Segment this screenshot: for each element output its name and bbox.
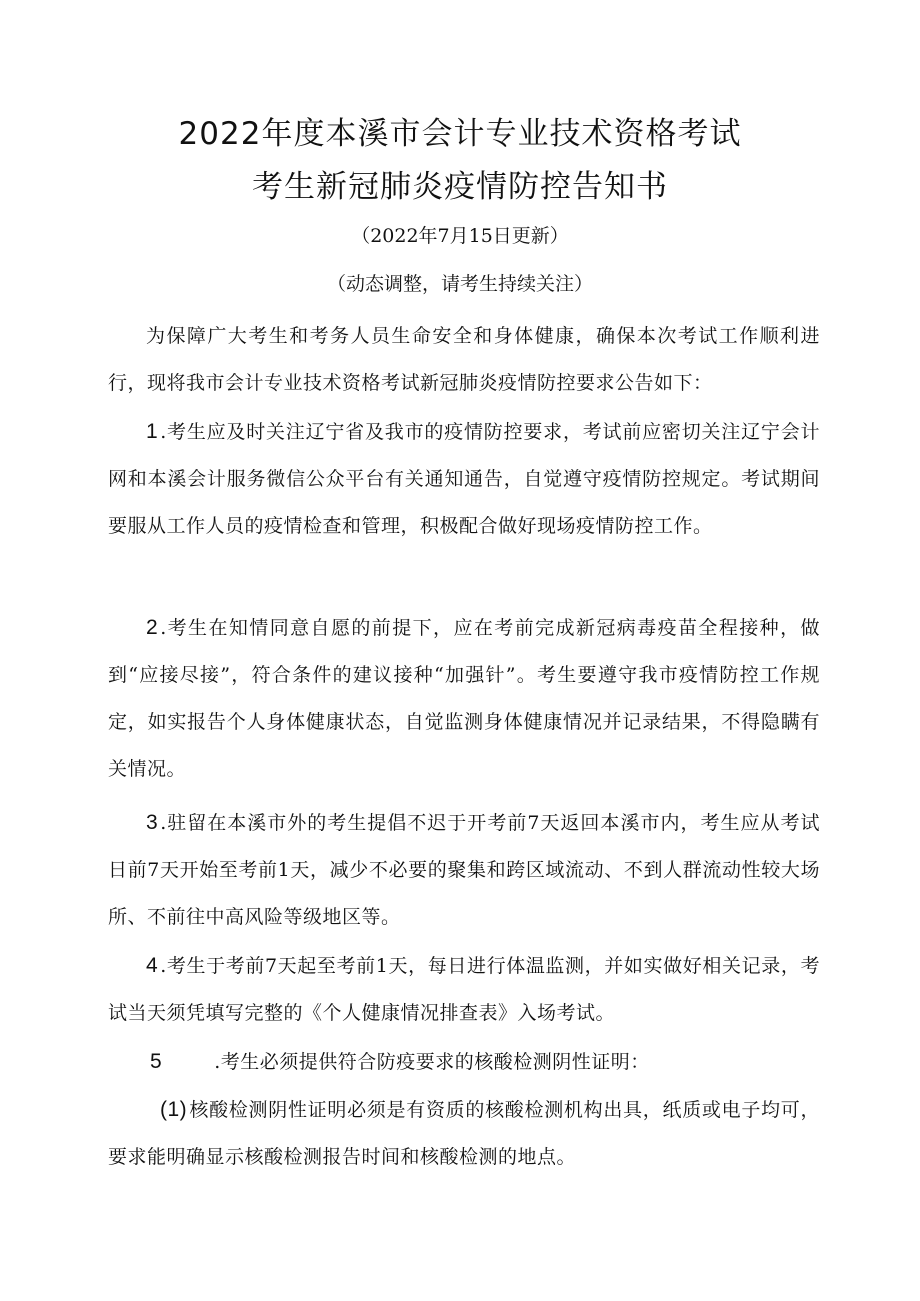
item-number: 1 <box>146 420 159 443</box>
sub-item-text: 核酸检测阴性证明必须是有资质的核酸检测机构出具，纸质或电子均可，要求能明确显示核酸检测报告时间和核酸检测的地点。 <box>108 1099 820 1168</box>
intro-paragraph: 为保障广大考生和考务人员生命安全和身体健康，确保本次考试工作顺利进行，现将我市会计专业技术资格考试新冠肺炎疫情防控要求公告如下： <box>108 325 820 394</box>
item-2-paragraph <box>108 604 820 793</box>
sub-item-1-paragraph <box>108 1086 820 1181</box>
item-text: .考生应及时关注辽宁省及我市的疫情防控要求，考试前应密切关注辽宁会计网和本溪会计服务微信公众平台有关通知通告，自觉遵守疫情防控规定。考试期间要服从工作人员的疫情检查和管理，积极配合做好现场疫情防控工作。 <box>108 421 820 537</box>
item-text: .驻留在本溪市外的考生提倡不迟于开考前7天返回本溪市内，考生应从考试日前7天开始至考前1天，减少不必要的聚集和跨区域流动、不到人群流动性较大场所、不前往中高风险等级地区等。 <box>108 812 820 928</box>
item-number: 3 <box>146 811 159 834</box>
item-3-paragraph <box>108 799 820 941</box>
update-date-note: （2022年7月15日更新） <box>351 225 569 247</box>
item-4-paragraph <box>108 942 820 1037</box>
document-title-line1: 2022年度本溪市会计专业技术资格考试 <box>178 116 742 152</box>
item-number: 4 <box>146 954 159 977</box>
item-number: 2 <box>146 616 159 639</box>
item-text: .考生必须提供符合防疫要求的核酸检测阴性证明： <box>214 1051 650 1073</box>
item-text: .考生在知情同意自愿的前提下，应在考前完成新冠病毒疫苗全程接种，做到“应接尽接”，符合条件的建议接种“加强针”。考生要遵守我市疫情防控工作规定，如实报告个人身体健康状态，自觉监测身体健康情况并记录结果，不得隐瞒有关情况。 <box>108 617 820 780</box>
item-number: 5 <box>150 1050 163 1073</box>
item-5-paragraph <box>108 1038 820 1086</box>
item-text: .考生于考前7天起至考前1天，每日进行体温监测，并如实做好相关记录，考试当天须凭填写完整的《个人健康情况排查表》入场考试。 <box>108 955 820 1024</box>
dynamic-adjust-note: （动态调整，请考生持续关注） <box>326 273 593 295</box>
item-1-paragraph <box>108 408 820 550</box>
sub-item-number: (1) <box>160 1098 188 1121</box>
document-title-line2: 考生新冠肺炎疫情防控告知书 <box>252 169 668 205</box>
